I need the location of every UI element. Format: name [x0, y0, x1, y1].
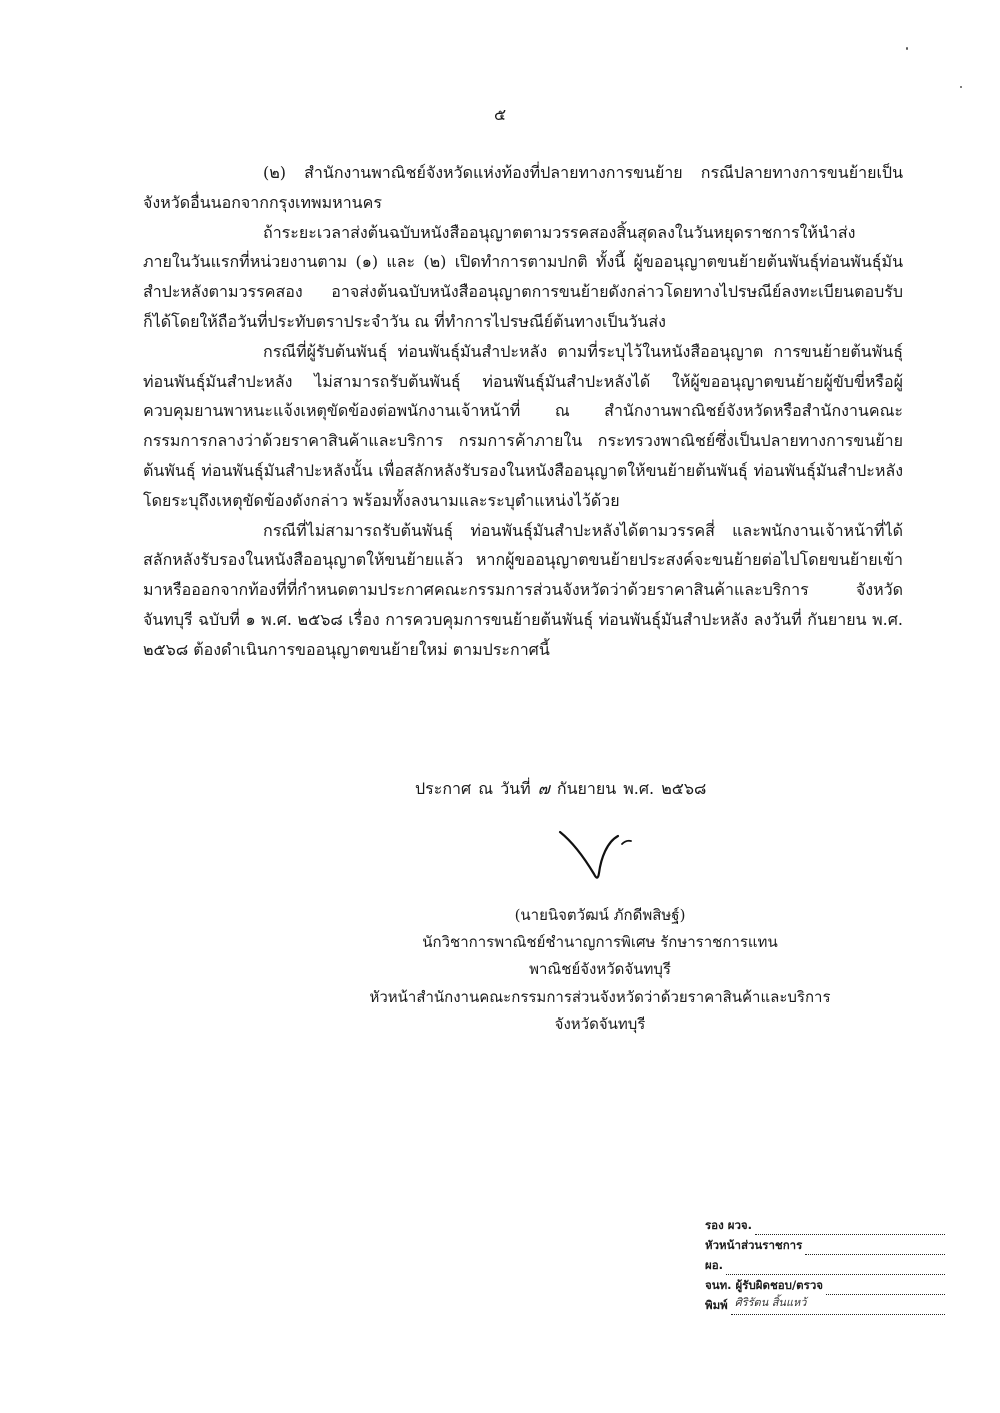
paragraph: กรณีที่ผู้รับต้นพันธุ์ ท่อนพันธุ์มันสำปะหลัง ตามที่ระบุไว้ในหนังสืออนุญาต การขนย้ายต้นพันธุ์ ท่อนพันธุ์มันสำปะหลัง ไม่สามารถรับต้นพันธุ์ ท่อนพันธุ์มันสำปะหลังได้ ให้ผู้ขออนุญาตขนย้ายผู้ขับขี่หรือผู้ควบคุมยานพาหนะแจ้งเหตุขัดข้องต่อพนักงานเจ้าหน้าที่ ณ สำนักงานพาณิชย์จังหวัดหรือสำนักงานคณะกรรมการกลางว่าด้วยราคาสินค้าและบริการ กรมการค้าภายใน กระทรวงพาณิชย์ซึ่งเป็นปลายทางการขนย้ายต้นพันธุ์ ท่อนพันธุ์มันสำปะหลังนั้น เพื่อสลักหลังรับรองในหนังสืออนุญาตให้ขนย้ายต้นพันธุ์ ท่อนพันธุ์มันสำปะหลัง โดยระบุถึงเหตุขัดข้องดังกล่าว พร้อมทั้งลงนามและระบุตำแหน่งไว้ด้วย [143, 341, 903, 510]
routing-dotted-line [731, 1296, 945, 1315]
paragraph: ถ้าระยะเวลาส่งต้นฉบับหนังสืออนุญาตตามวรรคสองสิ้นสุดลงในวันหยุดราชการให้นำส่งภายในวันแรกที่หน่วยงานตาม (๑) และ (๒) เปิดทำการตามปกติ ทั้งนี้ ผู้ขออนุญาตขนย้ายต้นพันธุ์ท่อนพันธุ์มันสำปะหลังตามวรรคสอง อาจส่งต้นฉบับหนังสืออนุญาตการขนย้ายดังกล่าวโดยทางไปรษณีย์ลงทะเบียนตอบรับก็ได้โดยให้ถือวันที่ประทับตราประจำวัน ณ ที่ทำการไปรษณีย์ต้นทางเป็นวันส่ง [143, 222, 903, 331]
routing-row [705, 1275, 945, 1295]
signer-position: นักวิชาการพาณิชย์ชำนาญการพิเศษ รักษาราชการแทน [422, 933, 778, 952]
routing-row [705, 1255, 945, 1275]
page-number: ๕ [493, 105, 507, 124]
routing-label: รอง ผวจ. [705, 1218, 753, 1232]
routing-dotted-line [726, 1260, 945, 1275]
announcement-day: ๗ [537, 779, 550, 798]
announcement-prefix: ประกาศ ณ วันที่ [415, 779, 531, 798]
signer-block [330, 902, 870, 1038]
routing-label: หัวหน้าส่วนราชการ [705, 1238, 803, 1252]
routing-row [705, 1215, 945, 1235]
routing-stamp [705, 1215, 945, 1315]
routing-row [705, 1235, 945, 1255]
signer-position: จังหวัดจันทบุรี [554, 1014, 646, 1033]
routing-dotted-line [805, 1240, 945, 1255]
routing-handwritten: ศิริรัตน สิ้นแหว้ [734, 1296, 807, 1309]
scan-speck [906, 47, 908, 50]
paragraph: กรณีที่ไม่สามารถรับต้นพันธุ์ ท่อนพันธุ์มันสำปะหลังได้ตามวรรคสี่ และพนักงานเจ้าหน้าที่ได้สลักหลังรับรองในหนังสืออนุญาตให้ขนย้ายแล้ว หากผู้ขออนุญาตขนย้ายประสงค์จะขนย้ายต่อไปโดยขนย้ายเข้ามาหรือออกจากท้องที่ที่กำหนดตามประกาศคณะกรรมการส่วนจังหวัดว่าด้วยราคาสินค้าและบริการ จังหวัดจันทบุรี ฉบับที่ ๑ พ.ศ. ๒๕๖๘ เรื่อง การควบคุมการขนย้ายต้นพันธุ์ ท่อนพันธุ์มันสำปะหลัง ลงวันที่ กันยายน พ.ศ. ๒๕๖๘ ต้องดำเนินการขออนุญาตขนย้ายใหม่ ตามประกาศนี้ [143, 520, 903, 659]
routing-label: พิมพ์ [705, 1298, 728, 1312]
signer-name: (นายนิจตวัฒน์ ภักดีพสิษฐ์) [514, 906, 686, 924]
document-body [143, 158, 903, 665]
routing-label: จนท. ผู้รับผิดชอบ/ตรวจ [705, 1278, 824, 1292]
routing-label: ผอ. [705, 1258, 724, 1272]
paragraph: (๒) สำนักงานพาณิชย์จังหวัดแห่งท้องที่ปลายทางการขนย้าย กรณีปลายทางการขนย้ายเป็นจังหวัดอื่นนอกจากกรุงเทพมหานคร [143, 163, 903, 212]
signature-image [552, 818, 642, 888]
signer-position: พาณิชย์จังหวัดจันทบุรี [529, 960, 671, 979]
announcement-suffix: กันยายน พ.ศ. ๒๕๖๘ [556, 779, 707, 798]
signer-position: หัวหน้าสำนักงานคณะกรรมการส่วนจังหวัดว่าด้วยราคาสินค้าและบริการ [369, 987, 831, 1006]
routing-row [705, 1295, 945, 1315]
announcement-date [415, 777, 706, 802]
routing-dotted-line [755, 1220, 945, 1235]
scan-speck [960, 86, 962, 88]
routing-dotted-line [826, 1280, 945, 1295]
